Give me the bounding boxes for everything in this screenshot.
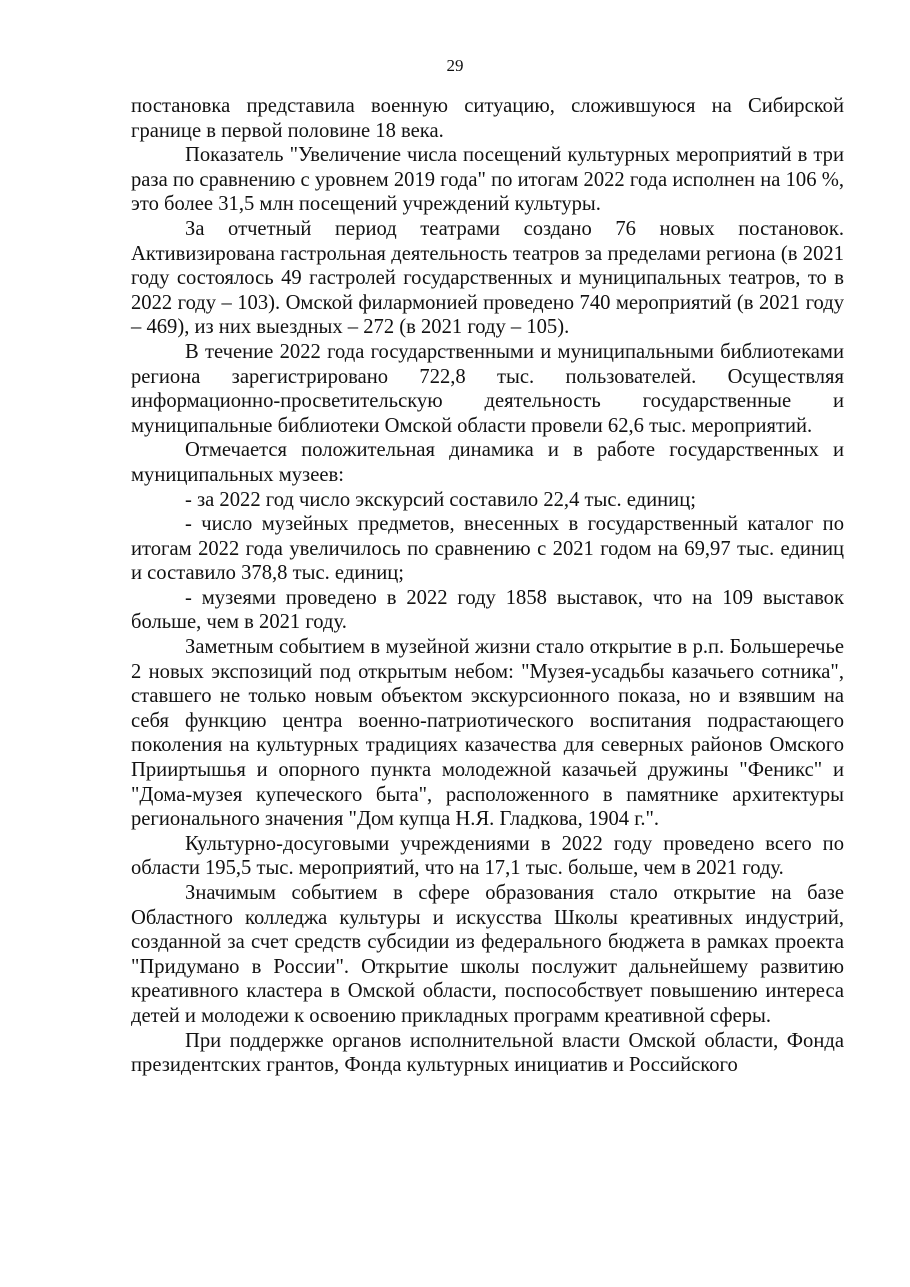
paragraph-open-air-expositions: Заметным событием в музейной жизни стало открытие в р.п. Большеречье 2 новых экспозиций под открытым небом: "Музея-усадьбы казачьего сотника", ставшего не только новым объектом экскурсионного показа, но и взявшим на себя функцию центра военно-патриотического воспитания подрастающего поколения на культурных традициях казачества для северных районов Омского Прииртышья и опорного пункта молодежной казачьей дружины "Феникс" и "Дома-музея купеческого быта", расположенного в памятнике архитектуры регионального значения "Дом купца Н.Я. Гладкова, 1904 г.".	[131, 636, 844, 831]
paragraph-support: При поддержке органов исполнительной власти Омской области, Фонда президентских грантов, Фонда культурных инициатив и Российского	[131, 1029, 844, 1077]
list-item-excursions: - за 2022 год число экскурсий составило 22,4 тыс. единиц;	[185, 488, 696, 511]
document-body	[131, 94, 844, 1078]
paragraph-creative-school: Значимым событием в сфере образования стало открытие на базе Областного колледжа культуры и искусства Школы креативных индустрий, созданной за счет средств субсидии из федерального бюджета в рамках проекта "Придумано в России". Открытие школы послужит дальнейшему развитию креативного кластера в Омской области, поспособствует повышению интереса детей и молодежи к освоению прикладных программ креативной сферы.	[131, 882, 844, 1027]
page-number: 29	[446, 56, 464, 75]
paragraph-cultural-leisure: Культурно-досуговыми учреждениями в 2022 году проведено всего по области 195,5 тыс. мероприятий, что на 17,1 тыс. больше, чем в 2021 году.	[131, 832, 844, 880]
list-item-museum-objects: - число музейных предметов, внесенных в государственный каталог по итогам 2022 года увеличилось по сравнению с 2021 годом на 69,97 тыс. единиц и составило 378,8 тыс. единиц;	[131, 513, 844, 585]
paragraph-continuation: постановка представила военную ситуацию, сложившуюся на Сибирской границе в первой половине 18 века.	[131, 95, 844, 142]
list-item-exhibitions: - музеями проведено в 2022 году 1858 выставок, что на 109 выставок больше, чем в 2021 году.	[131, 586, 844, 634]
paragraph-museums-intro: Отмечается положительная динамика и в работе государственных и муниципальных музеев:	[131, 439, 844, 486]
paragraph-theatres: За отчетный период театрами создано 76 новых постановок. Активизирована гастрольная деятельность театров за пределами региона (в 2021 году состоялось 49 гастролей государственных и муниципальных театров, то в 2022 году – 103). Омской филармонией проведено 740 мероприятий (в 2021 году – 469), из них выездных – 272 (в 2021 году – 105).	[131, 217, 844, 339]
paragraph-cultural-visits: Показатель "Увеличение числа посещений культурных мероприятий в три раза по сравнению с уровнем 2019 года" по итогам 2022 года исполнен на 106 %, это более 31,5 млн посещений учреждений культуры.	[131, 144, 844, 216]
paragraph-libraries: В течение 2022 года государственными и муниципальными библиотеками региона зарегистрировано 722,8 тыс. пользователей. Осуществляя информационно-просветительскую деятельность государственные и муниципальные библиотеки Омской области провели 62,6 тыс. мероприятий.	[131, 340, 844, 437]
